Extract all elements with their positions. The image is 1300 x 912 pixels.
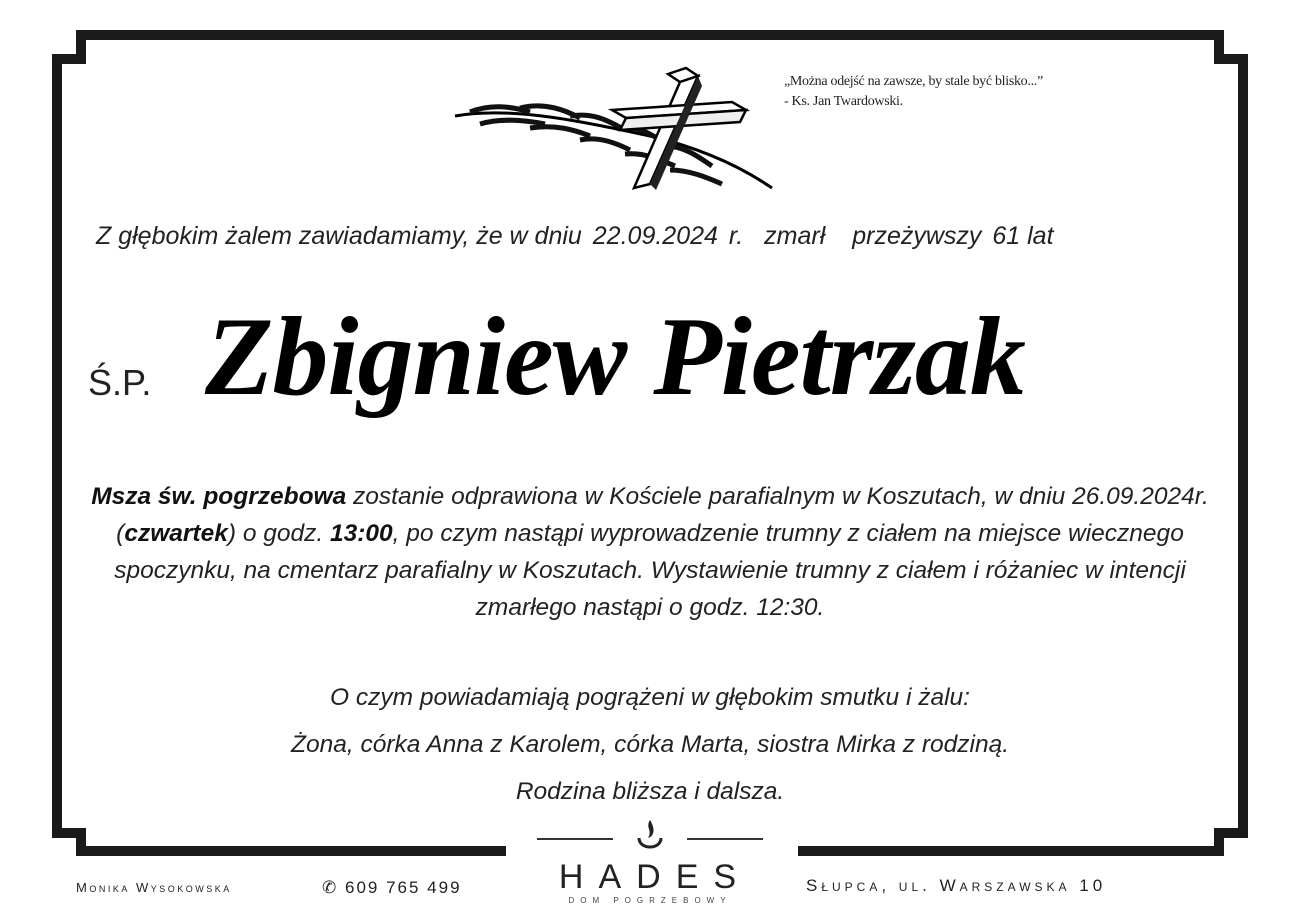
age: 61 lat (992, 222, 1054, 250)
quote (784, 72, 1043, 112)
intro-lived: przeżywszy (852, 222, 982, 250)
phone-icon: ✆ (322, 878, 339, 897)
brand-subtitle: DOM POGRZEBOWY (568, 896, 732, 905)
closing-block (80, 674, 1220, 815)
announcement-intro (96, 222, 1058, 251)
closing-line-1: O czym powiadamiają pogrążeni w głębokim smutku i żalu: (330, 684, 970, 711)
hades-logo (525, 814, 775, 910)
quote-author: - Ks. Jan Twardowski. (784, 94, 903, 109)
mass-time: 13:00 (330, 520, 393, 547)
brand-name: HADES (558, 858, 752, 896)
logo-line-right (687, 838, 763, 840)
phone-number: 609 765 499 (344, 878, 462, 897)
intro-text: Z głębokim żalem zawiadamiamy, że w dniu (96, 222, 582, 250)
footer-phone (322, 878, 462, 898)
intro-r: r. (728, 222, 744, 250)
mass-text-1: zostanie odprawiona w Kościele parafialnym w Koszutach, w dniu 26.09.2024r. ( (116, 483, 1209, 547)
closing-line-3: Rodzina bliższa i dalsza. (515, 778, 785, 805)
funeral-mass-info (80, 478, 1220, 626)
mass-day: czwartek (124, 520, 228, 547)
flame-icon (633, 816, 667, 856)
sp-prefix: Ś.P. (88, 362, 152, 403)
death-date: 22.09.2024 (592, 222, 718, 250)
mass-lead: Msza św. pogrzebowa (91, 483, 347, 510)
intro-died: zmarł (764, 222, 826, 250)
quote-text: „Można odejść na zawsze, by stale być blisko...” (784, 74, 1043, 89)
cross-with-palm-icon (450, 66, 780, 194)
deceased-name: Zbigniew Pietrzak (205, 295, 1025, 419)
logo-line-left (537, 838, 613, 840)
footer-person: Monika Wysokowska (76, 880, 232, 895)
closing-line-2: Żona, córka Anna z Karolem, córka Marta, siostra Mirka z rodziną. (290, 731, 1010, 758)
mass-text-3: , po czym nastąpi wyprowadzenie trumny z ciałem na miejsce wiecznego spoczynku, na cmentarz parafialny w Koszutach. Wystawienie trumny z ciałem i różaniec w intencji zmarłego nastąpi o godz. 12:30. (114, 520, 1186, 621)
footer-address: Słupca, ul. Warszawska 10 (806, 876, 1107, 895)
mass-text-2: ) o godz. (227, 520, 330, 547)
